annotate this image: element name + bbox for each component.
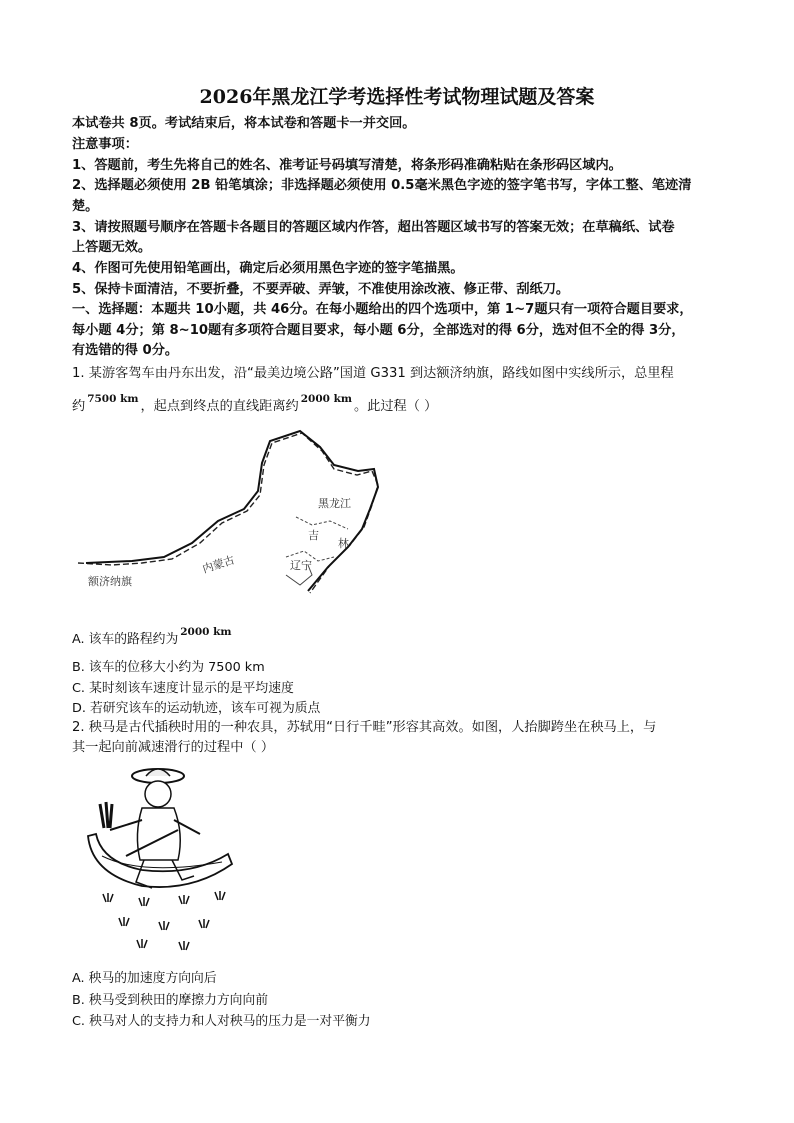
label-heilongjiang: 黑龙江 [318,497,351,510]
border-line [78,433,378,593]
q2-stem-line1: 2. 秧马是古代插秧时用的一种农具，苏轼用“日行千畦”形容其高效。如图，人抬脚跨坐在秧马上，与 [72,720,657,735]
note-3: 3、请按照题号顺序在答题卡各题目的答题区域内作答，超出答题区域书写的答案无效；在草稿纸、试卷 [72,220,675,235]
label-jilin-1: 吉 [308,529,319,542]
q1-option-a-km: 2000 km [180,626,232,638]
province-boundary-jilin [296,517,348,529]
yangma-illustration [82,764,252,954]
q1-option-c: C. 某时刻该车速度计显示的是平均速度 [72,681,294,696]
label-liaoning: 辽宁 [290,559,312,572]
section-line-3: 有选错的得 0分。 [72,343,179,358]
label-jilin-2: 林 [338,537,349,550]
label-ejina: 额济纳旗 [88,575,132,588]
q1-prefix: 约 [72,399,86,414]
note-4: 4、作图可先使用铅笔画出，确定后必须用黑色字迹的签字笔描黑。 [72,261,464,276]
q2-option-c: C. 秧马对人的支持力和人对秧马的压力是一对平衡力 [72,1014,371,1029]
q2-stem-line2: 其一起向前减速滑行的过程中（ ） [72,740,275,755]
note-1: 1、答题前，考生先将自己的姓名、准考证号码填写清楚，将条形码准确粘贴在条形码区域内。 [72,158,622,173]
q1-stem-line2 [72,393,438,417]
intro-text: 本试卷共 8页。考试结束后，将本试卷和答题卡一并交回。 [72,116,416,131]
q2-option-b: B. 秧马受到秧田的摩擦力方向向前 [72,993,269,1008]
note-2-cont: 楚。 [72,199,99,214]
q1-km2: 2000 km [300,393,352,405]
notes-heading: 注意事项： [72,137,138,152]
q1-mid: ，起点到终点的直线距离约 [140,399,299,414]
label-neimenggu: 内蒙古 [200,553,237,576]
q1-option-a [72,628,234,647]
note-2: 2、选择题必须使用 2B 铅笔填涂；非选择题必须使用 0.5毫米黑色字迹的签字笔书写，字体工整、笔迹清 [72,178,692,193]
route-map-figure [72,425,392,605]
note-3-cont: 上答题无效。 [72,240,152,255]
q1-km1: 7500 km [87,393,139,405]
section-heading: 一、选择题：本题共 10小题，共 46分。在每小题给出的四个选项中，第 1~7题只有一项符合题目要求， [72,302,693,317]
section-line-2: 每小题 4分；第 8~10题有多项符合题目要求，每小题 6分，全部选对的得 6分，选对但不全的得 3分， [72,323,685,338]
q1-stem-line1: 1. 某游客驾车由丹东出发，沿“最美边境公路”国道 G331 到达额济纳旗，路线如图中实线所示，总里程 [72,366,674,381]
q1-option-b: B. 该车的位移大小约为 7500 km [72,660,265,675]
q1-option-d: D. 若研究该车的运动轨迹，该车可视为质点 [72,701,321,716]
note-5: 5、保持卡面清洁，不要折叠，不要弄破、弄皱，不准使用涂改液、修正带、刮纸刀。 [72,282,570,297]
q1-option-a-text: A. 该车的路程约为 [72,632,179,647]
page-title: 2026年黑龙江学考选择性考试物理试题及答案 [199,86,595,108]
q1-suffix: 。此过程（ ） [353,399,438,414]
q2-option-a: A. 秧马的加速度方向向后 [72,971,217,986]
